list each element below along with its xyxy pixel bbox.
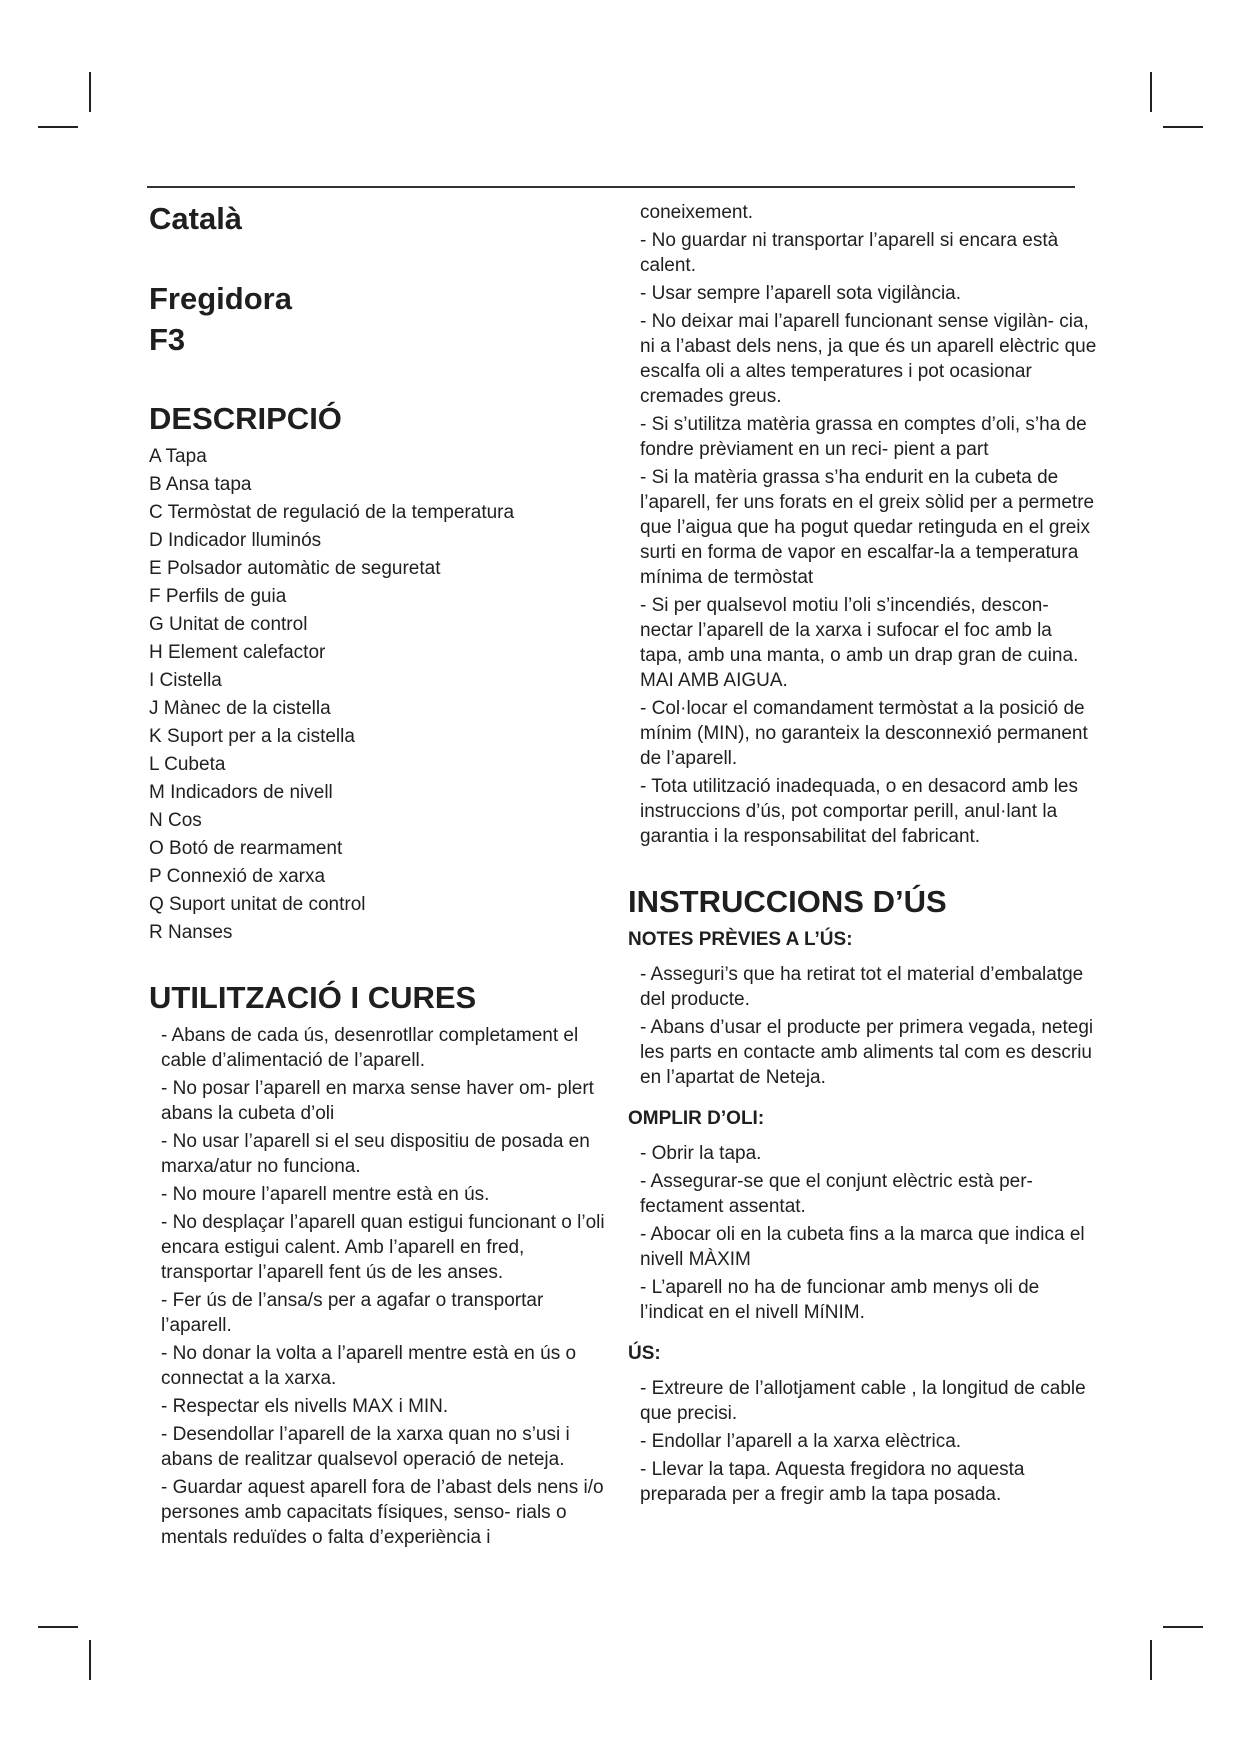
usage-list-item: - Desendollar l’aparell de la xarxa quan no s’usi i abans de realitzar qualsevol operació de neteja. [161, 1424, 570, 1470]
fill-oil-list-item: - Assegurar-se que el conjunt elèctric està per- fectament assentat. [640, 1171, 1033, 1217]
left-column [149, 200, 619, 1553]
notes-list-item: - Asseguri’s que ha retirat tot el material d’embalatge del producte. [640, 964, 1084, 1010]
product-title [149, 278, 619, 360]
parts-list-item: D Indicador lluminós [149, 530, 322, 551]
usage-list-item: - Si s’utilitza matèria grassa en comptes d’oli, s’ha de fondre prèviament en un reci- pient a part [640, 414, 1087, 460]
use-heading: ÚS: [628, 1343, 661, 1364]
parts-list-item: B Ansa tapa [149, 474, 252, 495]
fill-oil-list [628, 1141, 1098, 1325]
crop-mark [1150, 1640, 1152, 1680]
notes-list [628, 962, 1098, 1090]
usage-list-item: - Usar sempre l’aparell sota vigilància. [640, 283, 962, 304]
parts-list-item: C Termòstat de regulació de la temperatura [149, 502, 515, 523]
crop-mark [38, 126, 78, 128]
fill-oil-list-item: - L’aparell no ha de funcionar amb menys oli de l’indicat en el nivell MíNIM. [640, 1277, 1040, 1323]
use-list-item: - Endollar l’aparell a la xarxa elèctrica. [640, 1431, 962, 1452]
parts-list-item: I Cistella [149, 670, 222, 691]
fill-oil-list-item: - Obrir la tapa. [640, 1143, 762, 1164]
parts-list-item: P Connexió de xarxa [149, 866, 326, 887]
usage-list [149, 1023, 619, 1550]
continued-text: coneixement. [640, 202, 754, 223]
usage-heading: UTILITZACIÓ I CURES [149, 980, 477, 1015]
usage-list-item: - No usar l’aparell si el seu dispositiu de posada en marxa/atur no funciona. [161, 1131, 590, 1177]
crop-mark [89, 1640, 91, 1680]
usage-list-item: - No deixar mai l’aparell funcionant sense vigilàn- cia, ni a l’abast dels nens, ja que és un aparell elèctric que escalfa oli a altes temperatures i pot ocasionar cremades greus. [640, 311, 1097, 407]
crop-mark [1163, 1626, 1203, 1628]
language-title: Català [149, 201, 243, 236]
use-list-item: - Llevar la tapa. Aquesta fregidora no aquesta preparada per a fregir amb la tapa posada. [640, 1459, 1025, 1505]
fill-oil-list-item: - Abocar oli en la cubeta fins a la marca que indica el nivell MÀXIM [640, 1224, 1085, 1270]
parts-list-item: K Suport per a la cistella [149, 726, 355, 747]
parts-list-item: Q Suport unitat de control [149, 894, 366, 915]
notes-list-item: - Abans d’usar el producte per primera vegada, netegi les parts en contacte amb aliments tal com es descriu en l’apartat de Neteja. [640, 1017, 1094, 1088]
parts-list-item: N Cos [149, 810, 202, 831]
usage-list-item: - Si la matèria grassa s’ha endurit en la cubeta de l’aparell, fer uns forats en el greix sòlid per a permetre que l’aigua que ha pogut quedar retinguda en el greix surti en forma de vapor en escalfar-la a temperatura mínima de termòstat [640, 467, 1095, 588]
usage-list-item: - No donar la volta a l’aparell mentre està en ús o connectat a la xarxa. [161, 1343, 577, 1389]
description-heading: DESCRIPCIÓ [149, 401, 342, 436]
parts-list-item: O Botó de rearmament [149, 838, 343, 859]
use-list [628, 1376, 1098, 1507]
instructions-heading: INSTRUCCIONS D’ÚS [628, 884, 947, 919]
parts-list-item: R Nanses [149, 922, 233, 943]
usage-list-item: - Abans de cada ús, desenrotllar completament el cable d’alimentació de l’aparell. [161, 1025, 579, 1071]
usage-list-item: - Tota utilització inadequada, o en desacord amb les instruccions d’ús, pot comportar perill, anul·lant la garantia i la responsabilitat del fabricant. [640, 776, 1078, 847]
parts-list-item: F Perfils de guia [149, 586, 287, 607]
usage-list-item: - No desplaçar l’aparell quan estigui funcionant o l’oli encara estigui calent. Amb l’aparell en fred, transportar l’aparell fent ús de les anses. [161, 1212, 605, 1283]
header-rule [147, 186, 1075, 188]
usage-list-item: - Si per qualsevol motiu l’oli s’incendiés, descon- nectar l’aparell de la xarxa i sufocar el foc amb la tapa, amb una manta, o amb un drap gran de cuina. MAI AMB AIGUA. [640, 595, 1079, 691]
product-name: Fregidora [149, 281, 292, 316]
parts-list-item: H Element calefactor [149, 642, 326, 663]
usage-list-continued [628, 228, 1098, 849]
parts-list-item: M Indicadors de nivell [149, 782, 333, 803]
crop-mark [1150, 72, 1152, 112]
usage-list-item: - No moure l’aparell mentre està en ús. [161, 1184, 490, 1205]
crop-mark [38, 1626, 78, 1628]
parts-list-item: J Mànec de la cistella [149, 698, 331, 719]
crop-mark [1163, 126, 1203, 128]
parts-list-item: G Unitat de control [149, 614, 308, 635]
parts-list [149, 444, 619, 945]
usage-list-item: - No posar l’aparell en marxa sense haver om- plert abans la cubeta d’oli [161, 1078, 594, 1124]
usage-list-item: - Fer ús de l’ansa/s per a agafar o transportar l’aparell. [161, 1290, 544, 1336]
use-list-item: - Extreure de l’allotjament cable , la longitud de cable que precisi. [640, 1378, 1086, 1424]
parts-list-item: A Tapa [149, 446, 207, 467]
right-column [628, 200, 1098, 1510]
product-model: F3 [149, 322, 186, 357]
notes-heading: NOTES PRÈVIES A L’ÚS: [628, 929, 853, 950]
crop-mark [89, 72, 91, 112]
usage-list-item: - Col·locar el comandament termòstat a la posició de mínim (MIN), no garanteix la desconnexió permanent de l’aparell. [640, 698, 1088, 769]
fill-oil-heading: OMPLIR D’OLI: [628, 1108, 765, 1129]
parts-list-item: E Polsador automàtic de seguretat [149, 558, 441, 579]
usage-list-item: - Respectar els nivells MAX i MIN. [161, 1396, 449, 1417]
usage-list-item: - Guardar aquest aparell fora de l’abast dels nens i/o persones amb capacitats físiques, senso- rials o mentals reduïdes o falta d’experiència i [161, 1477, 604, 1548]
parts-list-item: L Cubeta [149, 754, 226, 775]
usage-list-item: - No guardar ni transportar l’aparell si encara està calent. [640, 230, 1059, 276]
